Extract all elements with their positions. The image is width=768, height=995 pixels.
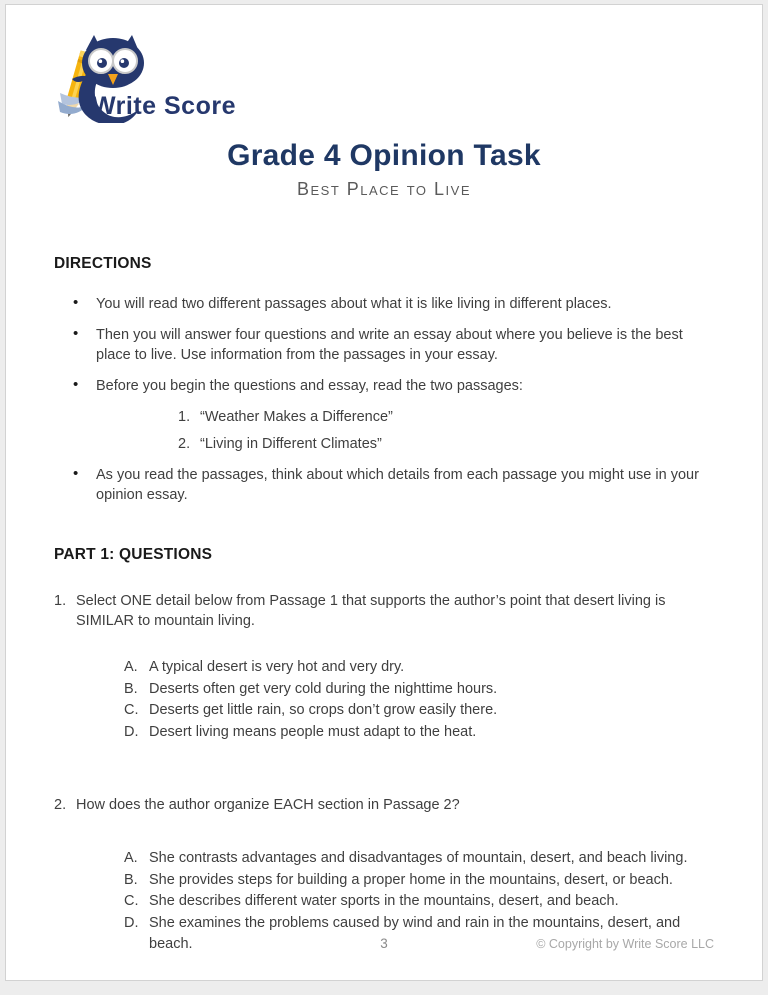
direction-item — [54, 376, 714, 454]
passage-list — [178, 407, 714, 454]
directions-heading: DIRECTIONS — [54, 255, 152, 272]
page-footer — [54, 936, 714, 952]
writescore-logo — [36, 33, 276, 121]
passage-title: “Weather Makes a Difference” — [200, 409, 393, 425]
option-row — [124, 700, 714, 722]
passage-number: 2. — [178, 436, 191, 452]
option-text: She provides steps for building a proper home in the mountains, desert, or beach. — [149, 871, 673, 888]
question-text: Select ONE detail below from Passage 1 that supports the author’s point that desert living is SIMILAR to mountain living. — [76, 593, 666, 629]
question-1 — [54, 591, 714, 631]
direction-text: As you read the passages, think about which details from each passage you might use in your opinion essay. — [96, 467, 699, 503]
option-text: Deserts get little rain, so crops don’t grow easily there. — [149, 702, 498, 718]
question-2 — [54, 795, 714, 815]
option-letter: B. — [124, 871, 138, 888]
passage-item — [178, 407, 714, 427]
option-text: Desert living means people must adapt to the heat. — [149, 723, 477, 740]
question-number: 1. — [54, 593, 67, 609]
option-letter: C. — [124, 893, 139, 909]
question-1-options — [124, 657, 714, 743]
option-letter: C. — [124, 702, 139, 718]
option-letter: D. — [124, 723, 139, 740]
document-body — [6, 254, 762, 956]
direction-text: Before you begin the questions and essay, read the two passages: — [96, 378, 523, 394]
direction-item — [54, 325, 714, 365]
passage-item — [178, 434, 714, 454]
option-letter: B. — [124, 680, 138, 697]
option-row — [124, 722, 714, 744]
passage-title: “Living in Different Climates” — [200, 436, 382, 452]
page-title: Grade 4 Opinion Task — [227, 139, 541, 172]
direction-item — [54, 465, 714, 505]
option-text: Deserts often get very cold during the nighttime hours. — [149, 680, 498, 697]
option-row — [124, 848, 714, 870]
option-row — [124, 657, 714, 679]
direction-text: You will read two different passages about what it is like living in different places. — [96, 296, 612, 312]
question-text: How does the author organize EACH section in Passage 2? — [76, 797, 460, 813]
direction-text: Then you will answer four questions and write an essay about where you believe is the best place to live. Use information from the passages in your essay. — [96, 327, 683, 363]
option-row — [124, 679, 714, 701]
directions-list — [54, 294, 714, 505]
option-letter: D. — [124, 914, 139, 931]
part1-heading: PART 1: QUESTIONS — [54, 546, 213, 563]
option-text: She examines the problems caused by wind and rain in the mountains, desert, and beach. — [149, 914, 681, 952]
option-row — [124, 891, 714, 913]
copyright-text: © Copyright by Write Score LLC — [536, 937, 714, 951]
option-letter: A. — [124, 659, 138, 675]
page-number: 3 — [380, 936, 388, 951]
passage-number: 1. — [178, 409, 191, 425]
option-text: She describes different water sports in the mountains, desert, and beach. — [149, 893, 619, 909]
option-row — [124, 870, 714, 892]
option-letter: A. — [124, 850, 138, 866]
direction-item — [54, 294, 714, 314]
option-text: A typical desert is very hot and very dry. — [149, 659, 405, 675]
page-subtitle: Best Place to Live — [296, 179, 472, 199]
brand-text: Write Score — [92, 92, 236, 120]
document-page — [5, 4, 763, 981]
question-number: 2. — [54, 797, 67, 813]
option-text: She contrasts advantages and disadvantages of mountain, desert, and beach living. — [149, 850, 688, 866]
